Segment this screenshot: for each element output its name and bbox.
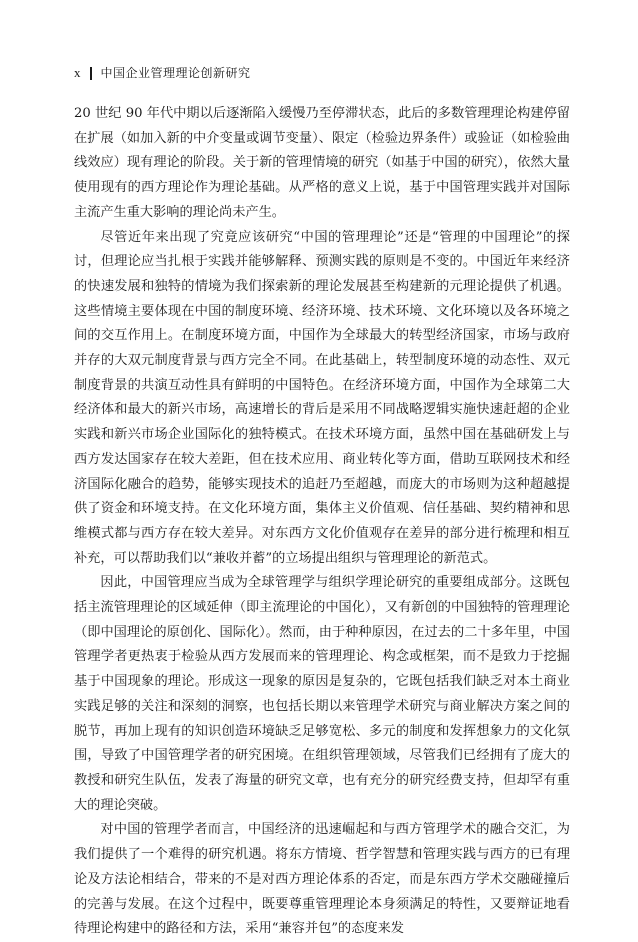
paragraph: 因此，中国管理应当成为全球管理学与组织学理论研究的重要组成部分。这既包括主流管理理论的区域延伸（即主流理论的中国化），又有新创的中国独特的管理理论（即中国理论的原创化、国际化）。然而，由于种种原因，在过去的二十多年里，中国管理学者更热衷于检验从西方发展而来的管理理论、构念或框架，而不是致力于挖掘基于中国现象的理论。形成这一现象的原因是复杂的，它既包括我们缺乏对本土商业实践足够的关注和深刻的洞察，也包括长期以来管理学术研究与商业解决方案之间的脱节，再加上现有的知识创造环境缺乏足够宽松、多元的制度和发挥想象力的文化氛围，导致了中国管理学者的研究困境。在组织管理领域，尽管我们已经拥有了庞大的教授和研究生队伍，发表了海量的研究文章，也有充分的研究经费支持，但却罕有重大的理论突破。 bbox=[74, 575, 570, 813]
paragraph: 尽管近年来出现了究竟应该研究“中国的管理理论”还是“管理的中国理论”的探讨，但理论应当扎根于实践并能够解释、预测实践的原则是不变的。中国近年来经济的快速发展和独特的情境为我们探索新的理论发展甚至构建新的元理论提供了机遇。这些情境主要体现在中国的制度环境、经济环境、技术环境、文化环境以及各环境之间的交互作用上。在制度环境方面，中国作为全球最大的转型经济国家，市场与政府并存的大双元制度背景与西方完全不同。在此基础上，转型制度环境的动态性、双元制度背景的共演互动性具有鲜明的中国特色。在经济环境方面，中国作为全球第二大经济体和最大的新兴市场，高速增长的背后是采用不同战略逻辑实施快速赶超的企业实践和新兴市场企业国际化的独特模式。在技术环境方面，虽然中国在基础研发上与西方发达国家存在较大差距，但在技术应用、商业转化等方面，借助互联网技术和经济国际化融合的趋势，能够实现技术的追赶乃至超越，而庞大的市场则为这种超越提供了资金和环境支持。在文化环境方面，集体主义价值观、信任基础、契约精神和思维模式都与西方存在较大差异。对东西方文化价值观存在差异的部分进行梳理和相互补充，可以帮助我们以“兼收并蓄”的立场提出组织与管理理论的新范式。 bbox=[74, 229, 570, 566]
paragraph: 对中国的管理学者而言，中国经济的迅速崛起和与西方管理学术的融合交汇，为我们提供了一个难得的研究机遇。将东方情境、哲学智慧和管理实践与西方的已有理论及方法论相结合，带来的不是对西方理论体系的否定，而是东西方学术交融碰撞后的完善与发展。在这个过程中，既要尊重管理理论本身须满足的特性，又要辩证地看待理论构建中的路径和方法，采用“兼容并包”的态度来发 bbox=[74, 822, 570, 937]
paragraph: 20 世纪 90 年代中期以后逐渐陷入缓慢乃至停滞状态，此后的多数管理理论构建停留在扩展（如加入新的中介变量或调节变量）、限定（检验边界条件）或验证（如检验曲线效应）现有理论的阶段。关于新的管理情境的研究（如基于中国的研究），依然大量使用现有的西方理论作为理论基础。从严格的意义上说，基于中国管理实践并对国际主流产生重大影响的理论尚未产生。 bbox=[74, 106, 570, 220]
running-header bbox=[74, 64, 251, 82]
body-text bbox=[74, 102, 570, 942]
page-number: x bbox=[74, 65, 81, 80]
header-divider bbox=[90, 67, 92, 80]
book-title: 中国企业管理理论创新研究 bbox=[100, 66, 251, 80]
